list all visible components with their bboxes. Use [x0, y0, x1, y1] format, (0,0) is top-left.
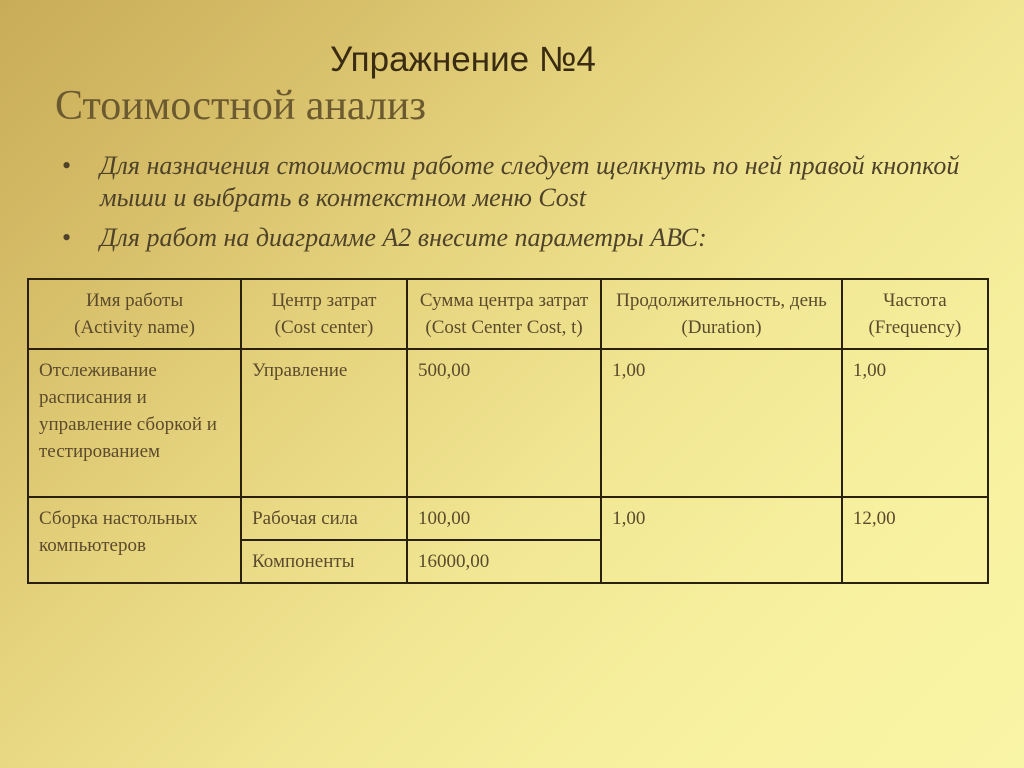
cell-activity-name: Сборка настольных компьютеров [28, 497, 241, 583]
header-line: Сумма центра затрат (Cost Center Cost, t) [419, 290, 589, 338]
header-cost-center-cost [407, 279, 601, 349]
header-line: (Frequency) [868, 317, 962, 338]
bullet-icon: • [62, 223, 72, 252]
cell-cost-center: Управление [241, 349, 407, 497]
header-line: Центр затрат [271, 290, 377, 311]
bullet-icon: • [62, 151, 72, 180]
cell-duration: 1,00 [601, 349, 842, 497]
cell-frequency: 12,00 [842, 497, 988, 583]
header-line: (Activity name) [74, 317, 195, 338]
header-line: (Cost center) [274, 317, 374, 338]
cell-cost: 16000,00 [407, 540, 601, 583]
table-row [28, 349, 988, 497]
bullet-text: Для работ на диаграмме А2 внесите параметры АВС: [100, 223, 707, 252]
cell-duration: 1,00 [601, 497, 842, 583]
header-line: Частота [883, 290, 947, 311]
header-line: Продолжительность, день (Duration) [616, 290, 827, 338]
slide-title: Стоимостной анализ [55, 83, 426, 129]
bullet-list [62, 150, 992, 262]
table-header-row [28, 279, 988, 349]
bullet-item [62, 150, 992, 214]
header-cost-center [241, 279, 407, 349]
cell-cost-center: Компоненты [241, 540, 407, 583]
cell-cost: 100,00 [407, 497, 601, 540]
cell-activity-name: Отслеживание расписания и управление сборкой и тестированием [28, 349, 241, 497]
table-row [28, 497, 988, 540]
bullet-item [62, 222, 992, 254]
cell-cost: 500,00 [407, 349, 601, 497]
header-activity-name [28, 279, 241, 349]
header-duration [601, 279, 842, 349]
cell-frequency: 1,00 [842, 349, 988, 497]
header-frequency [842, 279, 988, 349]
header-line: Имя работы [85, 290, 184, 311]
bullet-text: Для назначения стоимости работе следует щелкнуть по ней правой кнопкой мыши и выбрать в контекстном меню Cost [100, 151, 960, 212]
abc-parameters-table [27, 278, 989, 584]
slide-heading: Упражнение №4 [330, 40, 596, 79]
cell-cost-center: Рабочая сила [241, 497, 407, 540]
